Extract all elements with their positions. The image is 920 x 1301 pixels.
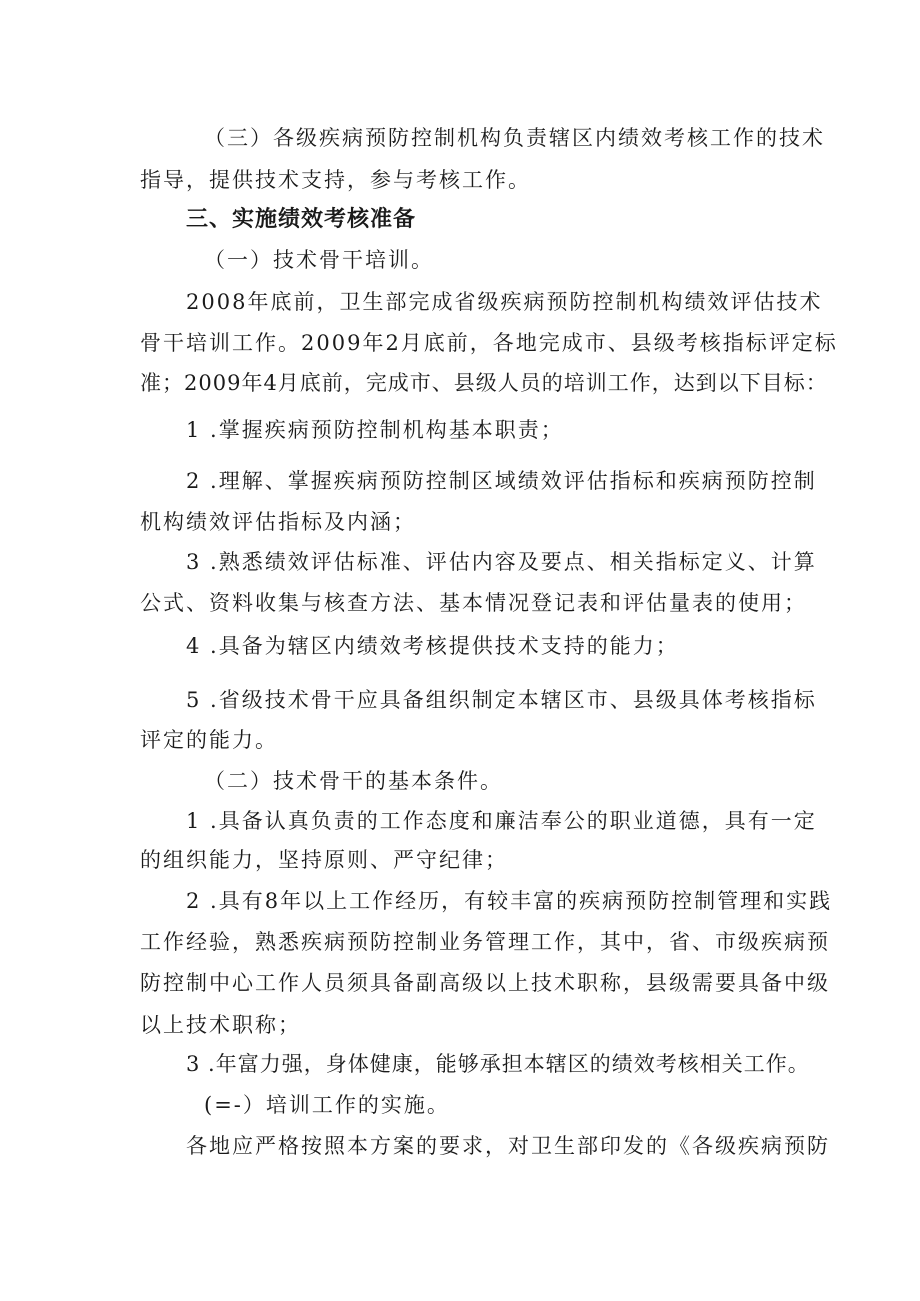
condition-item-continuation: 工作经验，熟悉疾病预防控制业务管理工作，其中，省、市级疾病预 — [140, 930, 830, 954]
paragraph-line: 指导，提供技术支持，参与考核工作。 — [140, 168, 531, 192]
condition-item: 1 .具备认真负责的工作态度和廉洁奉公的职业道德，具有一定 — [186, 809, 817, 833]
goal-item-continuation: 公式、资料收集与核查方法、基本情况登记表和评估量表的使用； — [140, 591, 807, 615]
condition-item: 3 .年富力强，身体健康，能够承担本辖区的绩效考核相关工作。 — [186, 1052, 810, 1076]
subsection-title: （二）技术骨干的基本条件。 — [204, 769, 503, 793]
paragraph-line: 骨干培训工作。2009年2月底前，各地完成市、县级考核指标评定标 — [140, 331, 838, 355]
condition-item-continuation: 防控制中心工作人员须具备副高级以上技术职称，县级需要具备中级 — [140, 971, 830, 995]
goal-item-continuation: 评定的能力。 — [140, 728, 278, 752]
paragraph-line: 准；2009年4月底前，完成市、县级人员的培训工作，达到以下目标： — [140, 371, 828, 395]
section-heading: 三、实施绩效考核准备 — [186, 207, 417, 232]
condition-item: 2 .具有8年以上工作经历，有较丰富的疾病预防控制管理和实践 — [186, 889, 833, 913]
subsection-title: (=-）培训工作的实施。 — [204, 1093, 450, 1117]
goal-item: 5 .省级技术骨干应具备组织制定本辖区市、县级具体考核指标 — [186, 688, 817, 712]
goal-item: 1 .掌握疾病预防控制机构基本职责； — [186, 418, 564, 442]
subsection-title: （一）技术骨干培训。 — [204, 248, 434, 272]
goal-item: 3 .熟悉绩效评估标准、评估内容及要点、相关指标定义、计算 — [186, 550, 817, 574]
paragraph-line: 2008年底前，卫生部完成省级疾病预防控制机构绩效评估技术 — [186, 290, 823, 314]
paragraph-line: （三）各级疾病预防控制机构负责辖区内绩效考核工作的技术 — [204, 126, 825, 150]
condition-item-continuation: 以上技术职称； — [140, 1013, 301, 1037]
paragraph-line: 各地应严格按照本方案的要求，对卫生部印发的《各级疾病预防 — [186, 1134, 830, 1158]
goal-item: 2 .理解、掌握疾病预防控制区域绩效评估指标和疾病预防控制 — [186, 469, 817, 493]
condition-item-continuation: 的组织能力，坚持原则、严守纪律； — [140, 848, 508, 872]
goal-item-continuation: 机构绩效评估指标及内涵； — [140, 510, 416, 534]
goal-item: 4 .具备为辖区内绩效考核提供技术支持的能力； — [186, 634, 679, 658]
